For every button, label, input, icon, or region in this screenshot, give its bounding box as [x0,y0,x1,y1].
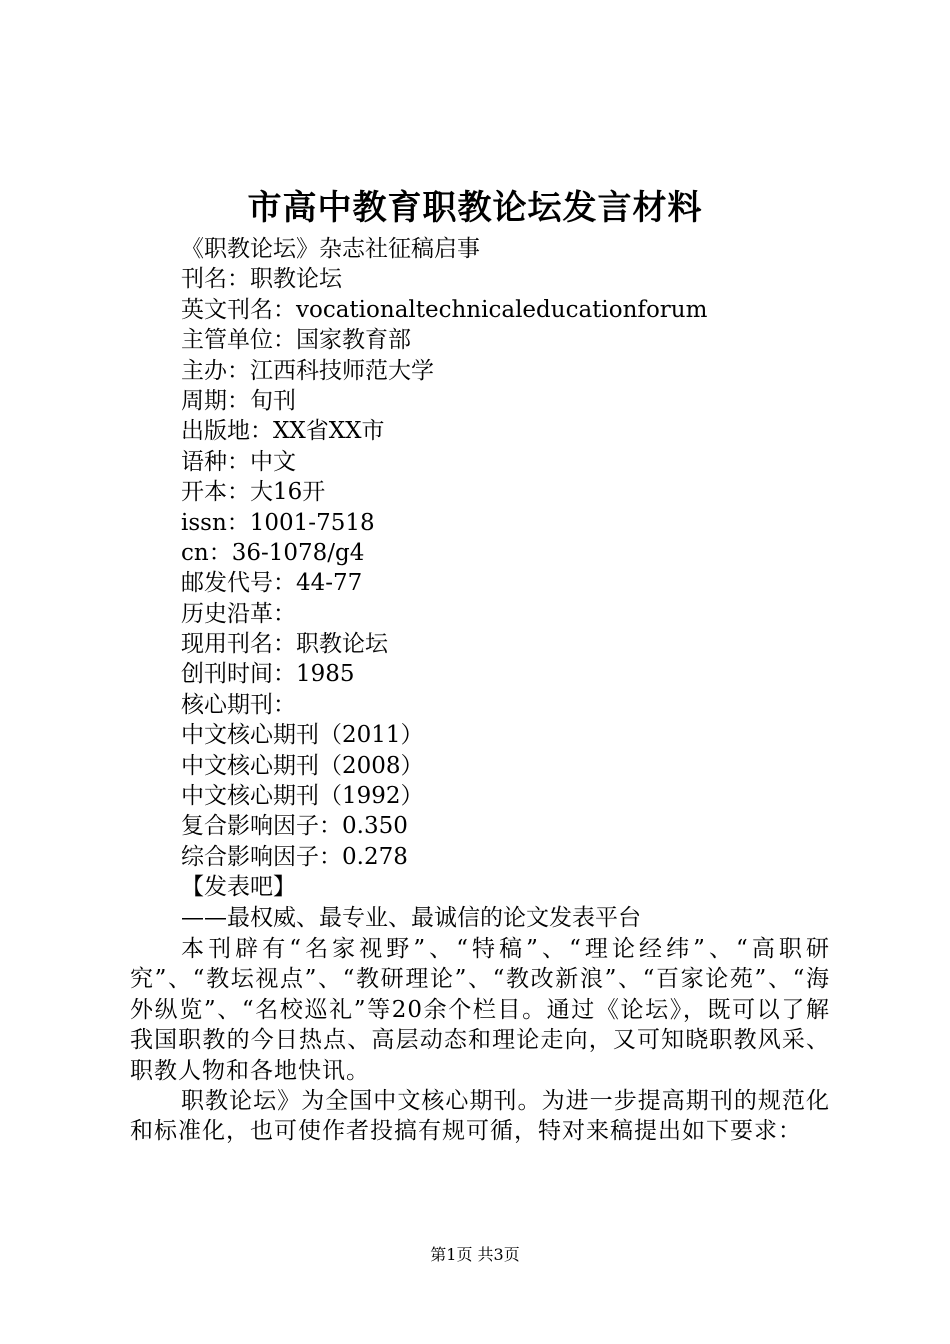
current-name-line: 现用刊名：职教论坛 [181,631,388,658]
publish-slogan: ——最权威、最专业、最诚信的论文发表平台 [181,904,641,931]
language-line: 语种：中文 [181,448,296,475]
notice-heading: 《职教论坛》杂志社征稿启事 [181,236,480,262]
postal-code-line: 邮发代号：44-77 [181,570,363,597]
comprehensive-impact-factor: 综合影响因子：0.278 [181,843,408,870]
core-journal-heading: 核心期刊： [181,691,296,718]
requirements-paragraph: 职教论坛》为全国中文核心期刊。为进一步提高期刊的规范化和标准化，也可使作者投搞有规可循，特对来稿提出如下要求： [130,1088,830,1145]
publish-heading: 【发表吧】 [181,874,296,901]
frequency-line: 周期：旬刊 [181,387,296,414]
cn-line: cn：36-1078/g4 [181,539,365,566]
publication-place-line: 出版地：XX省XX市 [181,418,385,445]
core-journal-2011: 中文核心期刊（2011） [181,722,424,749]
body-paragraphs [130,934,830,1147]
journal-name-line: 刊名：职教论坛 [181,266,342,293]
core-journal-1992: 中文核心期刊（1992） [181,783,424,810]
composite-impact-factor: 复合影响因子：0.350 [181,813,408,840]
columns-paragraph: 本刊辟有“名家视野”、“特稿”、“理论经纬”、“高职研究”、“教坛视点”、“教研理论”、“教改新浪”、“百家论苑”、“海外纵览”、“名校巡礼”等20余个栏目。通过《论坛》，既可以了解我国职教的今日热点、高层动态和理论走向，又可知晓职教风采、职教人物和各地快讯。 [130,936,830,1084]
info-lines [181,234,861,933]
page-footer: 第1页 共3页 [430,1245,520,1264]
core-journal-2008: 中文核心期刊（2008） [181,752,424,779]
format-line: 开本：大16开 [181,479,326,506]
history-heading: 历史沿革： [181,600,296,627]
document-title: 市高中教育职教论坛发言材料 [247,188,703,228]
supervisor-line: 主管单位：国家教育部 [181,327,411,354]
issn-line: issn：1001-7518 [181,509,375,536]
english-name-line: 英文刊名：vocationaltechnicaleducationforum [181,296,708,323]
sponsor-line: 主办：江西科技师范大学 [181,357,434,384]
founded-line: 创刊时间：1985 [181,661,355,688]
